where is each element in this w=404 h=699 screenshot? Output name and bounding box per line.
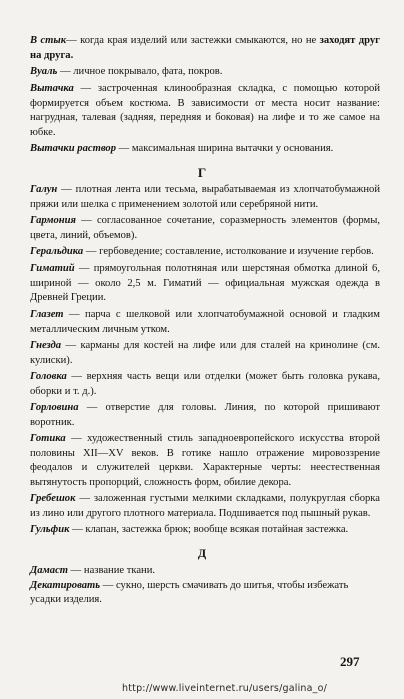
entry-text: — карманы для костей на лифе или для сталей на кринолине (см. кулиски). <box>30 340 380 366</box>
section-d-entries <box>30 564 380 608</box>
page-number: 297 <box>340 654 360 669</box>
entry-garmoniya <box>30 214 380 243</box>
entry-vytachki-rastvor <box>30 142 380 157</box>
entry-text: — парча с шелковой или хлопчатобумажной основой и гладким металлическим личным утком. <box>30 309 380 335</box>
entry-geraldika <box>30 245 380 260</box>
entry-text: — максимальная ширина вытачки у основания. <box>116 143 334 154</box>
entry-text: — прямоугольная полотняная или шерстяная обмотка длиной 6, шириной — около 2,5 м. Гиматий — официальная мужская одежда в Древней Греции. <box>30 263 380 304</box>
entry-term: Дамаст <box>30 565 69 576</box>
entry-term: Гиматий <box>30 263 75 274</box>
entry-damast <box>30 564 380 579</box>
entry-vual <box>30 65 380 80</box>
entry-gorlovina <box>30 401 380 430</box>
section-letter-g: Г <box>197 165 207 180</box>
entry-glazet <box>30 308 380 337</box>
section-letter-d: Д <box>197 546 207 560</box>
entry-term: Гульфик <box>30 524 70 535</box>
entry-gulfik <box>30 523 380 538</box>
entry-text: — сукно, шерсть смачивать до шитья, чтобы избежать усадки изделия. <box>30 579 349 606</box>
entry-text: — заложенная густыми мелкими складками, полукруглая сборка из лино или другого плотного материала. Подшивается под пышный рукав. <box>30 493 380 519</box>
entry-term: В стык <box>30 35 67 46</box>
watermark-url: http://www.liveinternet.ru/users/galina_o/ <box>122 683 328 694</box>
entry-galun <box>30 183 380 212</box>
entry-gimatiy <box>30 262 380 306</box>
entry-term: Декатировать <box>30 579 101 591</box>
entry-term: Вытачка <box>30 83 74 94</box>
entry-text: — верхняя часть вещи или отделки (может быть головка рукава, оборки и т. д.). <box>30 371 380 397</box>
entry-text: — когда края изделий или застежки смыкаются, но не <box>66 35 320 46</box>
entry-term: Горловина <box>30 402 79 413</box>
entry-text: — согласованное сочетание, соразмерность элементов (формы, цвета, линий, объемов). <box>30 215 380 241</box>
entry-term: Гнезда <box>30 340 62 351</box>
entry-text: — застроченная клинообразная складка, с помощью которой формируется объем костюма. В зависимости от места носит название: нагрудная, талевая (задняя, передняя и боковая) на лифе и то же самое на юбке. <box>30 83 380 138</box>
entry-text: — художественный стиль западноевропейского искусства второй половины XII—XV веков. В готике нашло отражение мировоззрение феодалов и служителей церкви. Характерные черты: неестественная вытянутость пропорций, сложность форм, обилие декора. <box>30 433 380 488</box>
entry-term: Вытачки раствор <box>30 143 117 154</box>
entry-grebeshok <box>30 492 380 521</box>
entry-text: — плотная лента или тесьма, вырабатываемая из хлопчатобумажной пряжи или шелка с применением золотой или серебряной нити. <box>30 184 380 210</box>
entry-text: — название ткани. <box>68 565 156 576</box>
entry-dekatirovat <box>30 579 380 608</box>
entry-term: Гармония <box>30 215 76 226</box>
entry-term: Геральдика <box>30 246 84 257</box>
entry-term: Готика <box>30 433 66 444</box>
entry-v-styk <box>30 34 380 63</box>
entry-term: Вуаль <box>30 66 58 77</box>
entry-gotika <box>30 432 380 490</box>
entry-gnezda <box>30 339 380 368</box>
entry-vytachka <box>30 82 380 140</box>
entry-text: — личное покрывало, фата, покров. <box>57 66 223 77</box>
entry-golovka <box>30 370 380 399</box>
entry-text: — гербоведение; составление, истолкование и изучение гербов. <box>83 246 374 257</box>
entry-term: Гребешок <box>30 493 76 504</box>
entry-text: — клапан, застежка брюк; вообще всякая потайная застежка. <box>69 524 349 535</box>
entry-text: — отверстие для головы. Линия, по которой пришивают воротник. <box>30 402 380 428</box>
entry-term: Глазет <box>30 309 64 320</box>
entry-text-bold: заходят друг на друга. <box>30 35 380 61</box>
entry-term: Головка <box>30 371 67 382</box>
entry-term: Галун <box>30 184 58 195</box>
